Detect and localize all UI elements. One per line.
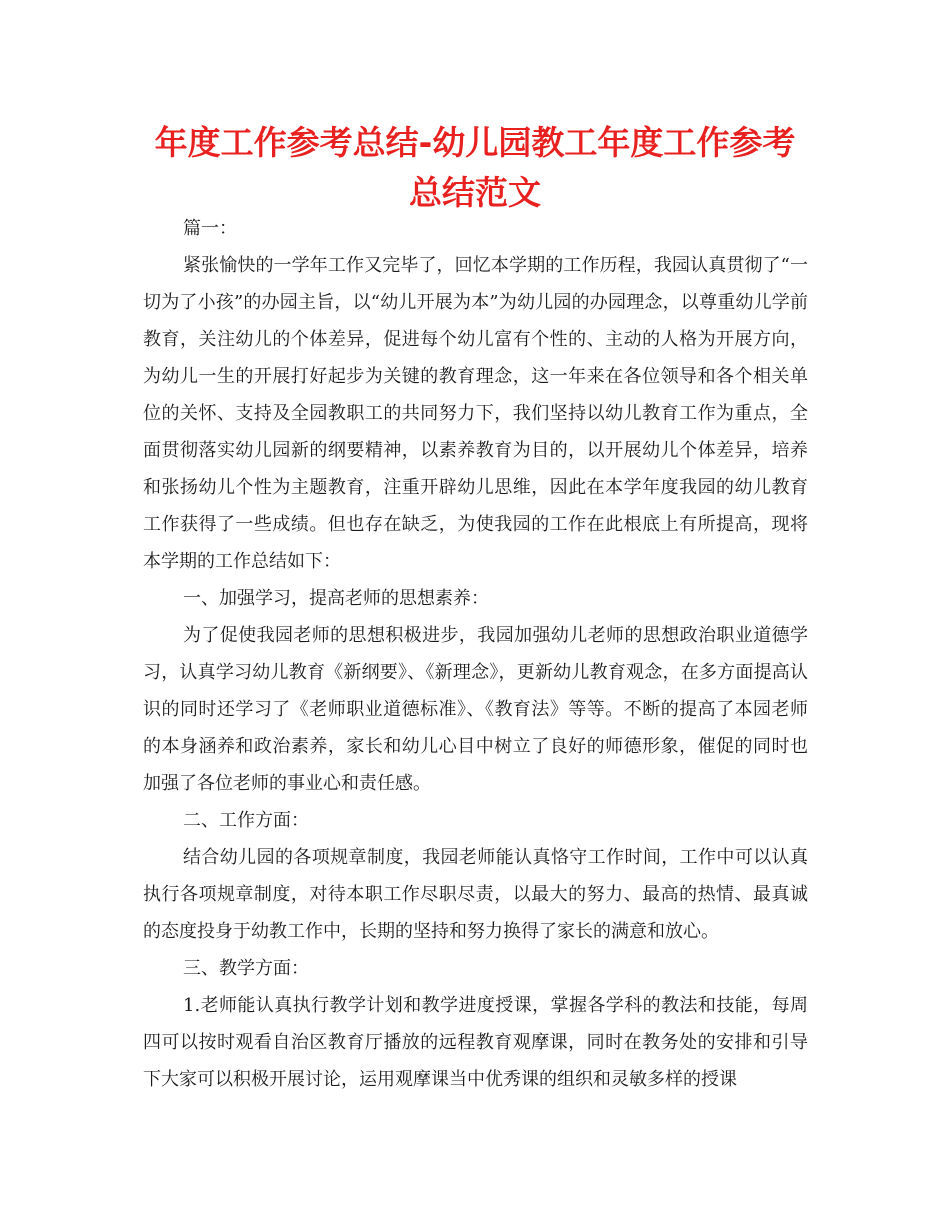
document-title: 年度工作参考总结-幼儿园教工年度工作参考总结范文 [154,123,796,212]
paragraph-section-3-item-1: 1.老师能认真执行教学计划和教学进度授课，掌握各学科的教法和技能，每周四可以按时观看自治区教育厅播放的远程教育观摩课，同时在教务处的安排和引导下大家可以积极开展讨论，运用观摩课当中优秀课的组织和灵敏多样的授课 [143,995,808,1090]
document-body [143,210,808,1098]
paragraph-section-2-body: 结合幼儿园的各项规章制度，我园老师能认真恪守工作时间，工作中可以认真执行各项规章制度，对待本职工作尽职尽责，以最大的努力、最高的热情、最真诚的态度投身于幼教工作中，长期的坚持和努力换得了家长的满意和放心。 [143,847,808,942]
paragraph-heading-section-3: 三、教学方面： [183,958,309,979]
paragraph-section-1-body: 为了促使我园老师的思想积极进步，我园加强幼儿老师的思想政治职业道德学习，认真学习幼儿教育《新纲要》、《新理念》，更新幼儿教育观念，在多方面提高认识的同时还学习了《老师职业道德标准》、《教育法》等等。不断的提高了本园老师的本身涵养和政治素养，家长和幼儿心目中树立了良好的师德形象，催促的同时也加强了各位老师的事业心和责任感。 [143,625,808,794]
paragraph-heading-part-one: 篇一： [183,218,237,239]
paragraph-heading-section-2: 二、工作方面： [183,810,309,831]
paragraph-heading-section-1: 一、加强学习，提高老师的思想素养： [183,588,489,609]
paragraph-intro: 紧张愉快的一学年工作又完毕了，回忆本学期的工作历程，我园认真贯彻了“一切为了小孩”的办园主旨，以“幼儿开展为本”为幼儿园的办园理念，以尊重幼儿学前教育，关注幼儿的个体差异，促进每个幼儿富有个性的、主动的人格为开展方向，为幼儿一生的开展打好起步为关键的教育理念，这一年来在各位领导和各个相关单位的关怀、支持及全园教职工的共同努力下，我们坚持以幼儿教育工作为重点，全面贯彻落实幼儿园新的纲要精神，以素养教育为目的，以开展幼儿个体差异，培养和张扬幼儿个性为主题教育，注重开辟幼儿思维，因此在本学年度我园的幼儿教育工作获得了一些成绩。但也存在缺乏，为使我园的工作在此根底上有所提高，现将本学期的工作总结如下： [143,255,808,572]
